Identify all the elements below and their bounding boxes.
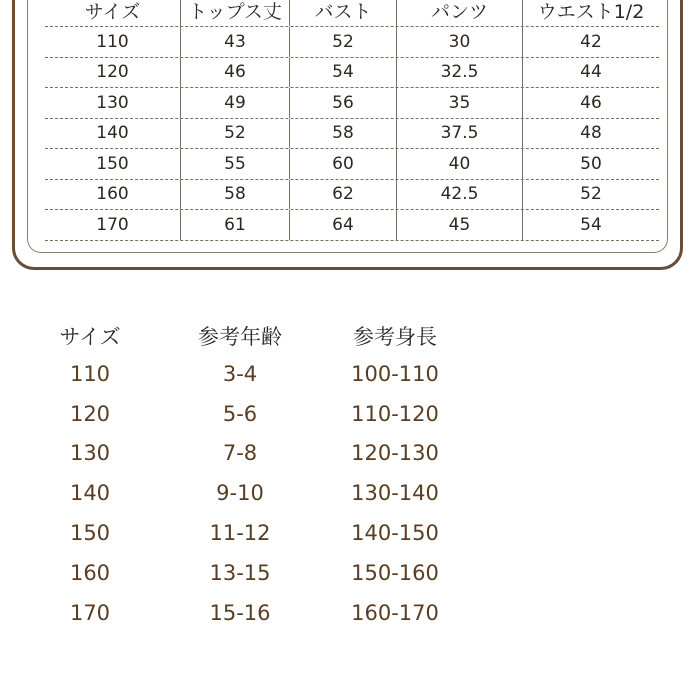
table-cell: 50 bbox=[580, 153, 602, 174]
header-pants: パンツ bbox=[397, 0, 523, 26]
table-cell: 64 bbox=[290, 210, 397, 240]
table-cell: 55 bbox=[181, 149, 290, 179]
header-reference-age: 参考年齢 bbox=[198, 325, 282, 349]
table-cell: 45 bbox=[397, 210, 523, 240]
height-value: 120-130 bbox=[351, 441, 439, 466]
age-height-table bbox=[40, 318, 500, 633]
table-cell: 49 bbox=[181, 88, 290, 118]
table-cell: 52 bbox=[290, 27, 397, 57]
list-item bbox=[40, 513, 500, 553]
age-value: 5-6 bbox=[222, 401, 258, 426]
table-row bbox=[45, 149, 659, 180]
size-value: 150 bbox=[69, 521, 111, 546]
height-value: 150-160 bbox=[351, 560, 439, 585]
height-value: 140-150 bbox=[351, 521, 439, 546]
header-size: サイズ bbox=[59, 325, 121, 349]
table-cell: 58 bbox=[290, 119, 397, 149]
height-value: 160-170 bbox=[351, 600, 439, 625]
table-cell: 120 bbox=[45, 58, 181, 88]
table-row bbox=[45, 88, 659, 119]
header-reference-height: 参考身長 bbox=[353, 325, 437, 349]
table-row bbox=[45, 210, 659, 241]
header-waist-half: ウエスト1/2 bbox=[537, 1, 645, 23]
table-cell: 46 bbox=[580, 92, 602, 113]
header-size: サイズ bbox=[45, 0, 181, 26]
table-cell: 48 bbox=[580, 123, 602, 144]
list-item bbox=[40, 473, 500, 513]
size-value: 130 bbox=[69, 441, 111, 466]
table-cell: 61 bbox=[181, 210, 290, 240]
height-value: 110-120 bbox=[351, 401, 439, 426]
height-value: 100-110 bbox=[351, 361, 439, 386]
list-item bbox=[40, 434, 500, 474]
table-cell: 35 bbox=[397, 88, 523, 118]
table-cell: 140 bbox=[45, 119, 181, 149]
table-cell: 30 bbox=[397, 27, 523, 57]
table-header-row bbox=[45, 0, 659, 27]
table-cell: 130 bbox=[45, 88, 181, 118]
table-cell: 46 bbox=[181, 58, 290, 88]
table-row bbox=[45, 27, 659, 58]
size-value: 170 bbox=[69, 600, 111, 625]
table-cell: 60 bbox=[290, 149, 397, 179]
table-cell: 110 bbox=[45, 27, 181, 57]
table-cell: 44 bbox=[580, 62, 602, 83]
table-cell: 37.5 bbox=[397, 119, 523, 149]
age-value: 9-10 bbox=[216, 481, 264, 506]
table-cell: 62 bbox=[290, 180, 397, 210]
age-table-header-row bbox=[40, 318, 500, 354]
list-item bbox=[40, 354, 500, 394]
table-cell: 42 bbox=[580, 31, 602, 52]
list-item bbox=[40, 593, 500, 633]
table-row bbox=[45, 180, 659, 211]
header-bust: バスト bbox=[290, 0, 397, 26]
height-value: 130-140 bbox=[351, 481, 439, 506]
header-tops-length: トップス丈 bbox=[181, 0, 290, 26]
table-cell: 52 bbox=[580, 184, 602, 205]
table-cell: 170 bbox=[45, 210, 181, 240]
table-cell: 150 bbox=[45, 149, 181, 179]
table-cell: 54 bbox=[290, 58, 397, 88]
size-value: 160 bbox=[69, 560, 111, 585]
list-item bbox=[40, 394, 500, 434]
size-value: 140 bbox=[69, 481, 111, 506]
size-measurement-table bbox=[45, 0, 659, 241]
table-row bbox=[45, 58, 659, 89]
size-value: 110 bbox=[69, 361, 111, 386]
age-value: 11-12 bbox=[209, 521, 271, 546]
table-cell: 56 bbox=[290, 88, 397, 118]
list-item bbox=[40, 553, 500, 593]
age-value: 7-8 bbox=[222, 441, 258, 466]
table-cell: 40 bbox=[397, 149, 523, 179]
table-cell: 54 bbox=[580, 214, 602, 235]
size-value: 120 bbox=[69, 401, 111, 426]
table-cell: 160 bbox=[45, 180, 181, 210]
table-cell: 43 bbox=[181, 27, 290, 57]
table-cell: 58 bbox=[181, 180, 290, 210]
table-cell: 42.5 bbox=[397, 180, 523, 210]
age-value: 13-15 bbox=[209, 560, 271, 585]
table-row bbox=[45, 119, 659, 150]
table-cell: 32.5 bbox=[397, 58, 523, 88]
table-cell: 52 bbox=[181, 119, 290, 149]
age-value: 15-16 bbox=[209, 600, 271, 625]
age-value: 3-4 bbox=[222, 361, 258, 386]
